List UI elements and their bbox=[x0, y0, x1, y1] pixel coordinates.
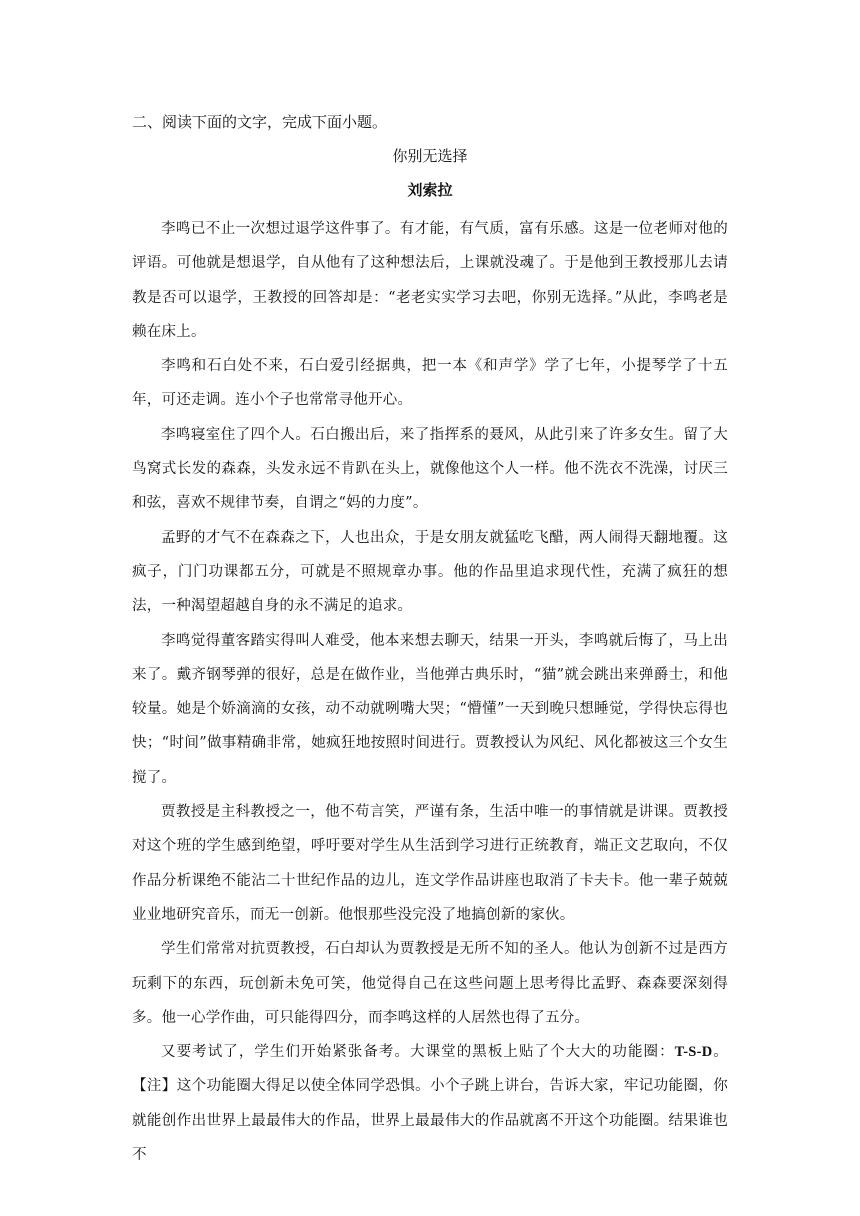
paragraph-text-before: 又要考试了，学生们开始紧张备考。大课堂的黑板上贴了个大大的功能圈： bbox=[161, 1044, 675, 1061]
article-body bbox=[132, 212, 728, 1172]
paragraph: 贾教授是主科教授之一，他不苟言笑，严谨有条，生活中唯一的事情就是讲课。贾教授对这个班的学生感到绝望，呼吁要对学生从生活到学习进行正统教育，端正文艺取向，不仅作品分析课绝不能沾二十世纪作品的边儿，连文学作品讲座也取消了卡夫卡。他一辈子兢兢业业地研究音乐，而无一创新。他恨那些没完没了地搞创新的家伙。 bbox=[132, 804, 728, 923]
function-circle-label: T-S-D bbox=[674, 1044, 713, 1061]
article-author: 刘索拉 bbox=[407, 181, 453, 199]
paragraph: 李鸣觉得董客踏实得叫人难受，他本来想去聊天，结果一开头，李鸣就后悔了，马上出来了。戴齐钢琴弹的很好，总是在做作业，当他弹古典乐时，“猫”就会跳出来弹爵士，和他较量。她是个娇滴滴的女孩，动不动就咧嘴大哭；“懵懂”一天到晚只想睡觉，学得快忘得也快；“时间”做事精确非常，她疯狂地按照时间进行。贾教授认为风纪、风化都被这三个女生搅了。 bbox=[132, 632, 728, 786]
paragraph-last bbox=[132, 1035, 728, 1172]
paragraph-text-after: 。【注】这个功能圈大得足以使全体同学恐惧。小个子跳上讲台，告诉大家，牢记功能圈，你就能创作出世界上最最伟大的作品，世界上最最伟大的作品就离不开这个功能圈。结果谁也不 bbox=[132, 1044, 729, 1164]
section-heading: 二、阅读下面的文字，完成下面小题。 bbox=[132, 113, 388, 131]
paragraph: 李鸣已不止一次想过退学这件事了。有才能，有气质，富有乐感。这是一位老师对他的评语。可他就是想退学，自从他有了这种想法后，上课就没魂了。于是他到王教授那儿去请教是否可以退学，王教授的回答却是：“老老实实学习去吧，你别无选择。”从此，李鸣老是赖在床上。 bbox=[132, 221, 728, 340]
paragraph: 李鸣寝室住了四个人。石白搬出后，来了指挥系的聂风，从此引来了许多女生。留了大鸟窝式长发的森森，头发永远不肯趴在头上，就像他这个人一样。他不洗衣不洗澡，讨厌三和弦，喜欢不规律节奏，自谓之“妈的力度”。 bbox=[132, 426, 728, 512]
article-title: 你别无选择 bbox=[392, 147, 468, 165]
paragraph: 孟野的才气不在森森之下，人也出众，于是女朋友就猛吃飞醋，两人闹得天翻地覆。这疯子，门门功课都五分，可就是不照规章办事。他的作品里追求现代性，充满了疯狂的想法，一种渴望超越自身的永不满足的追求。 bbox=[132, 529, 728, 615]
paragraph: 李鸣和石白处不来，石白爱引经据典，把一本《和声学》学了七年，小提琴学了十五年，可还走调。连小个子也常常寻他开心。 bbox=[132, 358, 728, 409]
paragraph: 学生们常常对抗贾教授，石白却认为贾教授是无所不知的圣人。他认为创新不过是西方玩剩下的东西，玩创新未免可笑，他觉得自己在这些问题上思考得比孟野、森森要深刻得多。他一心学作曲，可只能得四分，而李鸣这样的人居然也得了五分。 bbox=[132, 941, 728, 1026]
